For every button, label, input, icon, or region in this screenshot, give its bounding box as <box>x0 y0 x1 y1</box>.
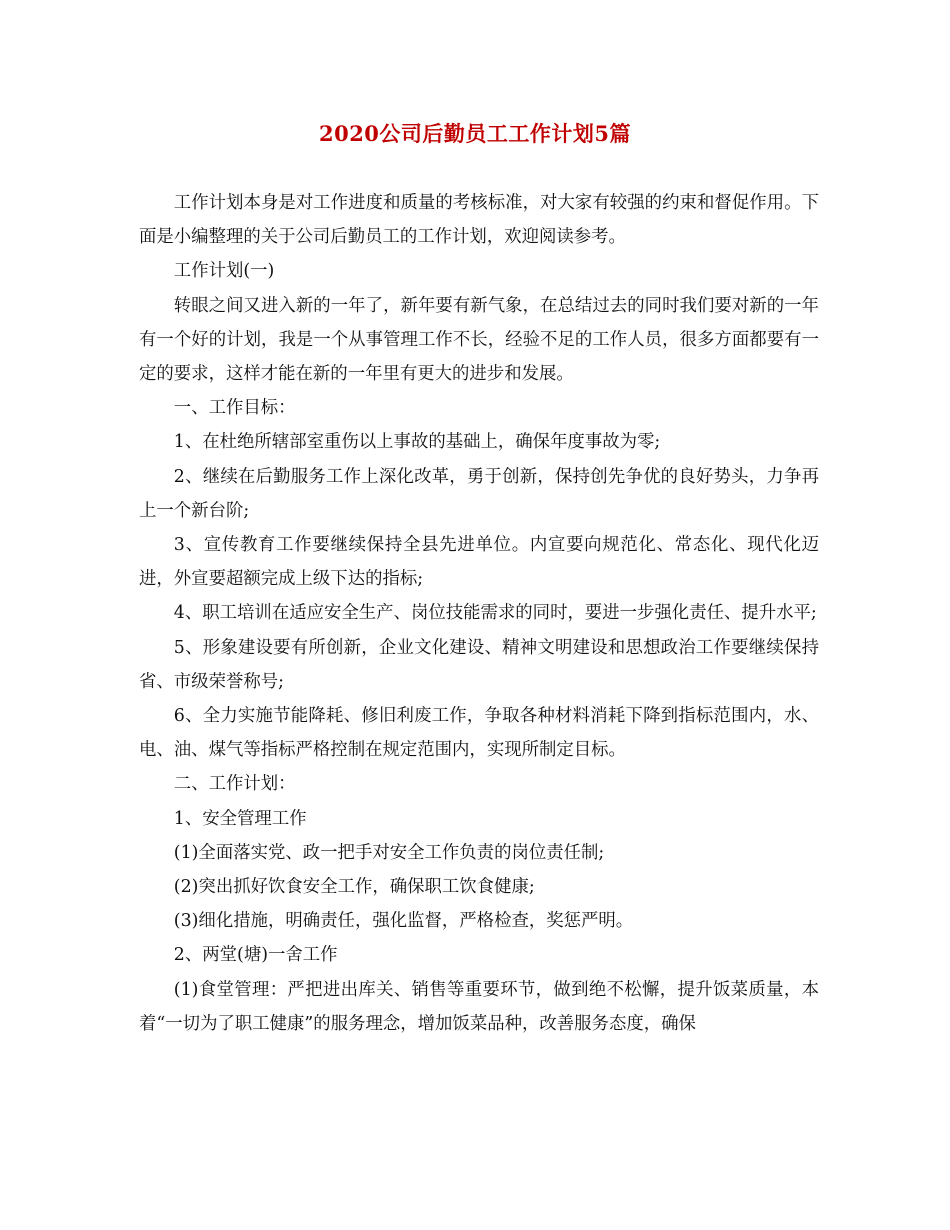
paragraph-opening: 转眼之间又进入新的一年了，新年要有新气象，在总结过去的同时我们要对新的一年有一个好的计划，我是一个从事管理工作不长，经验不足的工作人员，很多方面都要有一定的要求，这样才能在新的一年里有更大的进步和发展。 <box>139 295 819 385</box>
section-heading-plan-1: 工作计划(一) <box>173 261 275 282</box>
goal-item-3: 3、宣传教育工作要继续保持全县先进单位。内宣要向规范化、常态化、现代化迈进，外宣要超额完成上级下达的指标; <box>139 535 819 590</box>
safety-item-3: (3)细化措施，明确责任，强化监督，严格检查，奖惩严明。 <box>173 911 634 932</box>
paragraph-intro: 工作计划本身是对工作进度和质量的考核标准，对大家有较强的约束和督促作用。下面是小编整理的关于公司后勤员工的工作计划，欢迎阅读参考。 <box>139 193 819 248</box>
section-heading-work-plan: 二、工作计划： <box>173 774 296 795</box>
section-heading-goals: 一、工作目标： <box>173 398 296 419</box>
subsection-safety: 1、安全管理工作 <box>173 808 307 829</box>
document-title: 2020公司后勤员工工作计划5篇 <box>318 121 632 146</box>
document-body <box>139 186 819 1041</box>
canteen-item-1: (1)食堂管理：严把进出库关、销售等重要环节，做到绝不松懈，提升饭菜质量，本着“一切为了职工健康”的服务理念，增加饭菜品种，改善服务态度，确保 <box>139 979 819 1034</box>
goal-item-2: 2、继续在后勤服务工作上深化改革，勇于创新，保持创先争优的良好势头，力争再上一个新台阶; <box>139 466 819 521</box>
safety-item-1: (1)全面落实党、政一把手对安全工作负责的岗位责任制; <box>173 842 605 863</box>
goal-item-6: 6、全力实施节能降耗、修旧利废工作，争取各种材料消耗下降到指标范围内，水、电、油、煤气等指标严格控制在规定范围内，实现所制定目标。 <box>139 706 819 761</box>
goal-item-1: 1、在杜绝所辖部室重伤以上事故的基础上，确保年度事故为零; <box>173 432 661 453</box>
goal-item-4: 4、职工培训在适应安全生产、岗位技能需求的同时，要进一步强化责任、提升水平; <box>173 603 817 624</box>
safety-item-2: (2)突出抓好饮食安全工作，确保职工饮食健康; <box>173 877 535 898</box>
subsection-canteen-dorm: 2、两堂(塘)一舍工作 <box>173 945 338 966</box>
goal-item-5: 5、形象建设要有所创新，企业文化建设、精神文明建设和思想政治工作要继续保持省、市级荣誉称号; <box>139 637 819 692</box>
